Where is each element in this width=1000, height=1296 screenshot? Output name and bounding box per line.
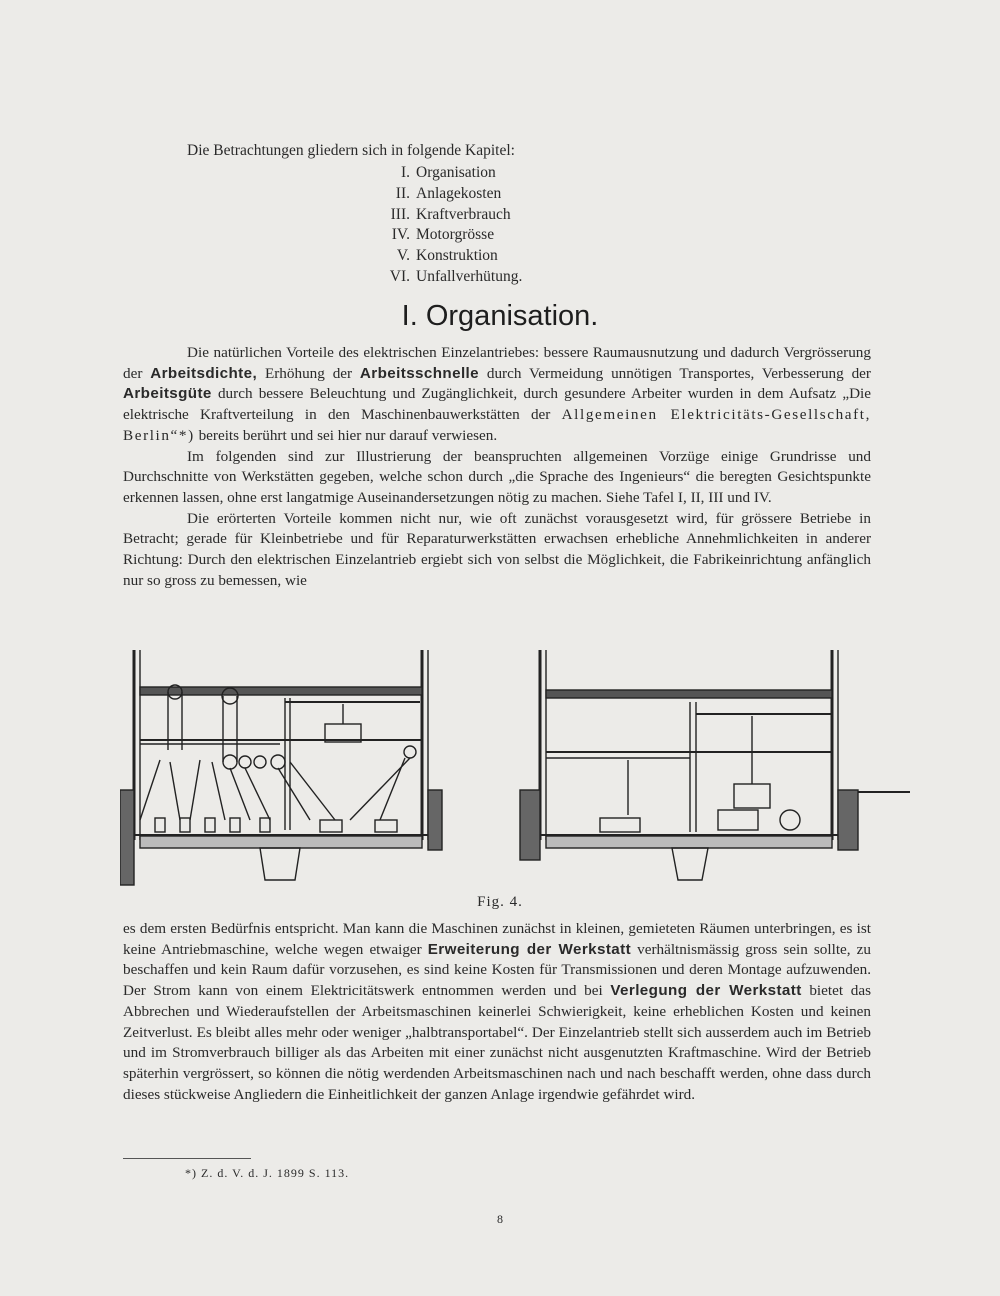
chapter-label: Motorgrösse xyxy=(416,226,495,244)
paragraph: Im folgenden sind zur Illustrierung der beanspruchten allgemeinen Vorzüge einige Grundrisse und Durchschnitte von Werkstätten gegeben, welche schon durch „die Sprache des Ingenieurs“ die beregten Gesichtspunkte erkennen lassen, ohne erst langatmige Auseinandersetzungen nötig zu machen. Siehe Tafel I, II, III und IV. xyxy=(123,447,871,506)
spaced-company-name: Allgemeinen Elektricitäts-Gesellschaft, Berlin“*) xyxy=(123,406,871,444)
transmission-drawing xyxy=(120,650,442,885)
chapter-item xyxy=(360,205,522,226)
chapter-number: II. xyxy=(395,184,410,202)
emphasis-erweiterung: Erweiterung der Werkstatt xyxy=(427,940,632,958)
figure-caption: Fig. 4. xyxy=(477,894,523,910)
emphasis-arbeitsdichte: Arbeitsdichte, xyxy=(150,364,258,382)
body-text-upper xyxy=(123,343,871,591)
chapter-label: Anlagekosten xyxy=(416,184,502,202)
paragraph: Die natürlichen Vorteile des elektrischen Einzelantriebes: bessere Raumausnutzung und dadurch Vergrösserung der Arbeitsdichte, Erhöhung der Arbeitsschnelle durch Vermeidung unnötigen Transportes, Verbesserung der Arbeitsgüte durch bessere Beleuchtung und Zugänglichkeit, durch gesundere Arbeiter wurden in dem Aufsatz „Die elektrische Kraftverteilung in den Maschinenbauwerkstätten der Allgemeinen Elektricitäts-Gesellschaft, Berlin“*) bereits berührt und sei hier nur darauf verwiesen. xyxy=(123,344,871,444)
chapter-item xyxy=(360,267,522,288)
section-heading: I. Organisation. xyxy=(401,300,599,332)
chapter-item xyxy=(360,184,522,205)
workshop-section-drawings xyxy=(120,640,910,890)
paragraph: es dem ersten Bedürfnis entspricht. Man kann die Maschinen zunächst in kleinen, gemieteten Räumen unterbringen, es ist keine Antriebmaschine, welche wegen etwaiger Erweiterung der Werkstatt verhältnismässig gross sein sollte, zu beschaffen und kein Raum dafür vorzusehen, es sind keine Kosten für Transmissionen und deren Montage aufzuwenden. Der Strom kann von einem Elektricitätswerk entnommen werden und bei Verlegung der Werkstatt bietet das Abbrechen und Wiederaufstellen der Arbeitsmaschinen keinerlei Schwierigkeit, keine erheblichen Kosten und keinen Zeitverlust. Es bleibt alles mehr oder weniger „halbtransportabel“. Der Einzelantrieb stellt sich ausserdem auch im Betrieb und im Stromverbrauch billiger als das Arbeiten mit einer zunächst nicht ausgenutzten Kraftmaschine. Wird der Betrieb späterhin vergrössert, so können die nötig werdenden Arbeitsmaschinen nach und nach beschafft werden, ohne dass durch dieses stückweise Angliedern die Einheitlichkeit der ganzen Anlage irgendwie gefährdet wird. xyxy=(123,920,871,1103)
footnote-separator xyxy=(123,1158,251,1159)
chapter-label: Unfallverhütung. xyxy=(416,267,523,285)
body-text-lower xyxy=(123,919,871,1105)
footnote: *) Z. d. V. d. J. 1899 S. 113. xyxy=(185,1166,350,1180)
chapter-number: VI. xyxy=(389,267,410,285)
chapter-number: IV. xyxy=(391,226,410,244)
chapter-list xyxy=(360,163,522,288)
paragraph: Die erörterten Vorteile kommen nicht nur, wie oft zunächst vorausgesetzt wird, für grössere Betriebe in Betracht; gerade für Kleinbetriebe und für Reparaturwerkstätten erwachsen erhebliche Annehmlichkeiten in anderer Richtung: Durch den elektrischen Einzelantrieb ergiebt sich von selbst die Möglichkeit, die Fabrikeinrichtung anfänglich nur so gross zu bemessen, wie xyxy=(123,509,871,589)
intro-line: Die Betrachtungen gliedern sich in folgende Kapitel: xyxy=(187,142,515,159)
chapter-label: Organisation xyxy=(416,164,496,181)
chapter-number: I. xyxy=(400,164,410,181)
chapter-number: V. xyxy=(396,247,410,265)
chapter-item xyxy=(360,225,522,246)
page-number: 8 xyxy=(497,1212,503,1226)
emphasis-arbeitsschnelle: Arbeitsschnelle xyxy=(359,364,480,382)
chapter-label: Konstruktion xyxy=(416,247,498,265)
chapter-item xyxy=(360,163,522,184)
chapter-label: Kraftverbrauch xyxy=(416,205,511,223)
chapter-number: III. xyxy=(390,205,410,223)
emphasis-arbeitsguete: Arbeitsgüte xyxy=(123,385,212,403)
emphasis-verlegung: Verlegung der Werkstatt xyxy=(610,982,802,1000)
chapter-item xyxy=(360,246,522,267)
